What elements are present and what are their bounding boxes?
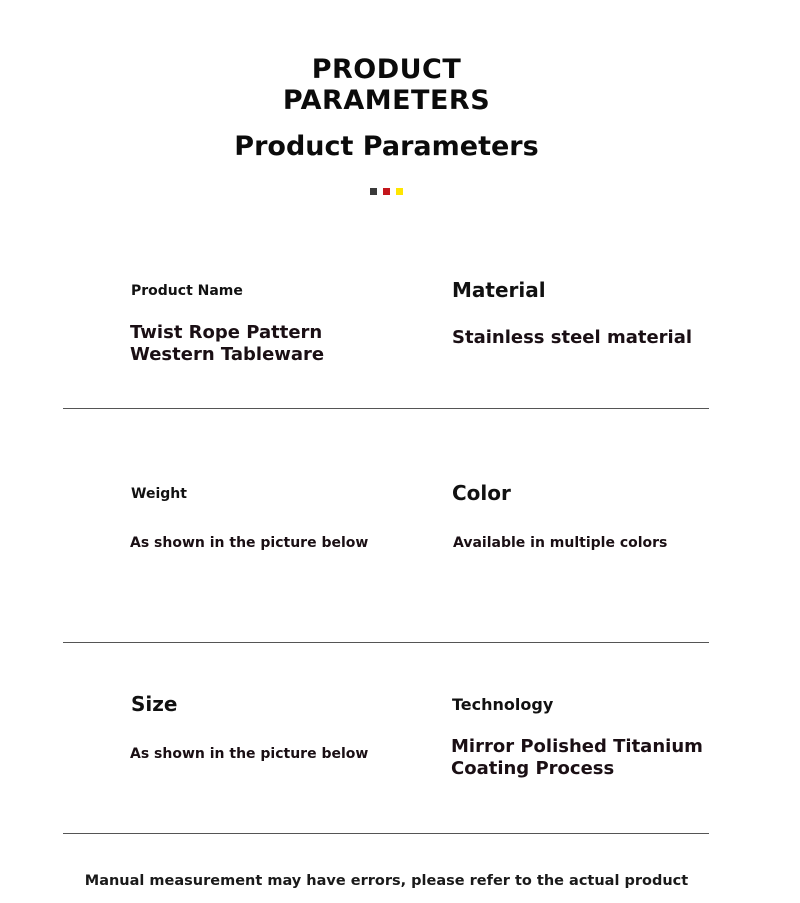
color-value: Available in multiple colors bbox=[453, 535, 668, 551]
technology-value-line-2: Coating Process bbox=[451, 758, 615, 779]
dot-dark bbox=[370, 188, 377, 195]
technology-label: Technology bbox=[452, 695, 554, 714]
technology-value-line-1: Mirror Polished Titanium bbox=[451, 736, 703, 757]
decorative-dots bbox=[370, 188, 403, 195]
footer-note: Manual measurement may have errors, please refer to the actual product bbox=[84, 873, 689, 889]
product-name-value-line-1: Twist Rope Pattern bbox=[130, 322, 323, 343]
dot-yellow bbox=[396, 188, 403, 195]
weight-value: As shown in the picture below bbox=[130, 535, 369, 551]
row-divider-2 bbox=[63, 642, 709, 643]
weight-label: Weight bbox=[131, 486, 187, 502]
technology-value bbox=[451, 736, 703, 780]
material-label: Material bbox=[452, 278, 546, 302]
product-name-value bbox=[130, 322, 324, 366]
product-name-label: Product Name bbox=[131, 283, 243, 299]
page-title-line-1: PRODUCT bbox=[311, 54, 462, 85]
row-divider-1 bbox=[63, 408, 709, 409]
product-name-value-line-2: Western Tableware bbox=[130, 344, 325, 365]
page-title-line-2: PARAMETERS bbox=[282, 85, 491, 116]
row-divider-3 bbox=[63, 833, 709, 834]
color-label: Color bbox=[452, 481, 511, 505]
size-label: Size bbox=[131, 692, 178, 716]
page-title bbox=[0, 54, 773, 116]
material-value: Stainless steel material bbox=[452, 327, 693, 348]
size-value: As shown in the picture below bbox=[130, 746, 369, 762]
page-subtitle: Product Parameters bbox=[234, 131, 539, 162]
dot-red bbox=[383, 188, 390, 195]
